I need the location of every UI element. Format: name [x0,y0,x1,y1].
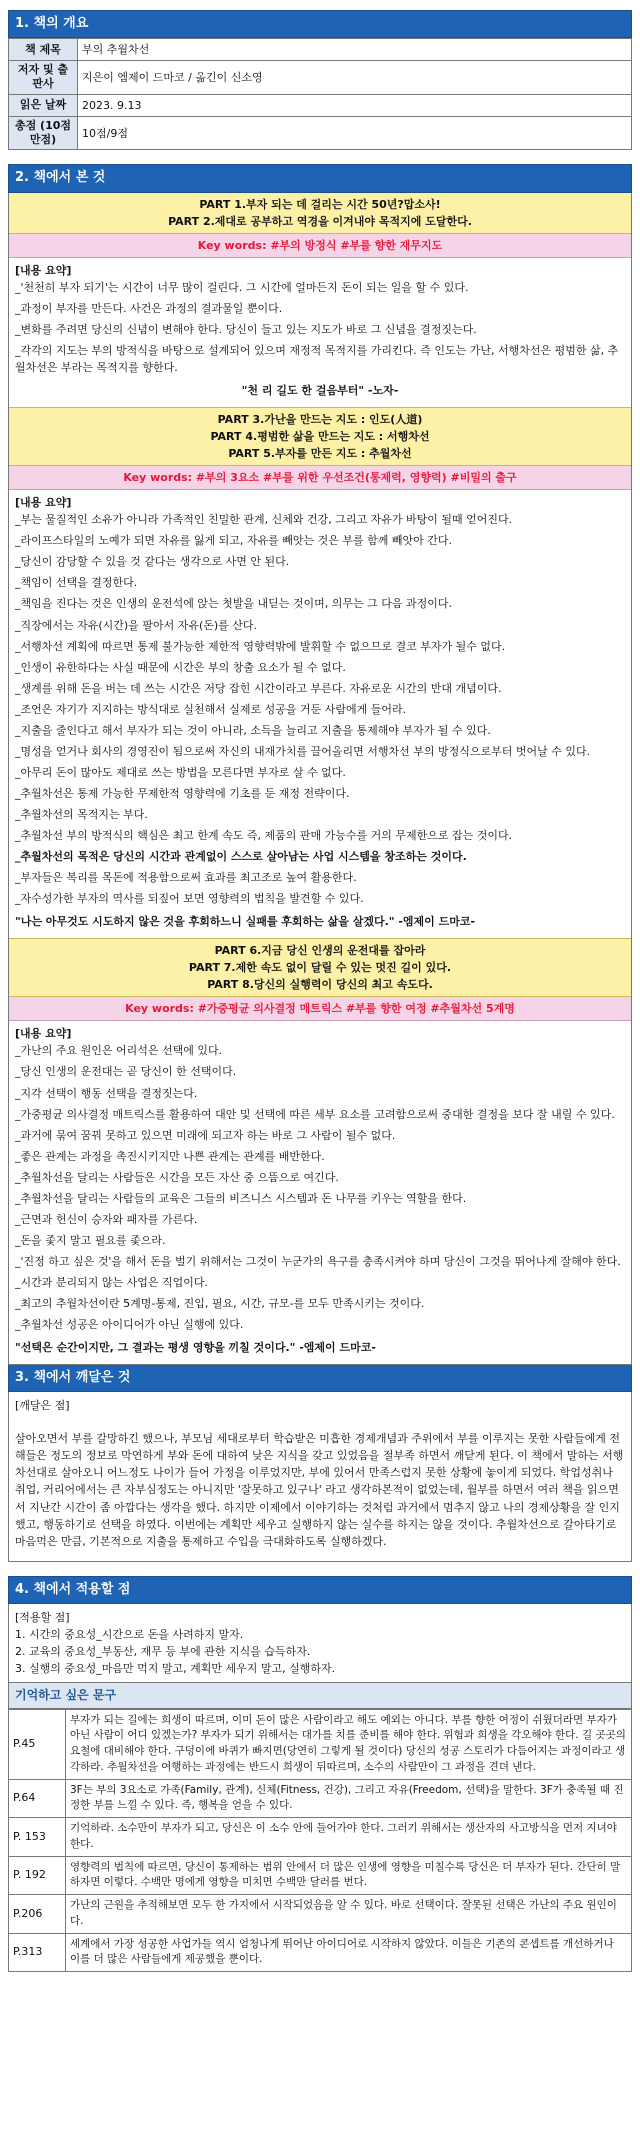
quote-text: 세계에서 가장 성공한 사업가들 역시 엄청나게 뛰어난 아이디어로 시작하지 않았다. 이들은 기존의 콘셉트를 개선하거나 이를 더 많은 사람들에게 제공했을 뿐이다. [66,1933,632,1972]
part-title: PART 6.지금 당신 인생의 운전대를 잡아라 [214,944,426,958]
apply-label: [적용할 점] [15,1610,70,1624]
summary-line: _시간과 분리되지 않는 사업은 직업이다. [15,1275,208,1289]
summary-line: _변화를 주려면 당신의 신념이 변해야 한다. 당신이 들고 있는 지도가 바로 그 신념을 결정짓는다. [15,322,477,336]
summary-line: _책임이 선택을 결정한다. [15,576,138,590]
section-3-body [8,1392,632,1561]
quote-page: P. 192 [9,1856,66,1895]
apply-item: 1. 시간의 중요성_시간으로 돈을 사려하지 말자. [15,1627,244,1641]
quotes-table [8,1709,632,1973]
summary-line: _'진정 하고 싶은 것'을 해서 돈을 벌기 위해서는 그것이 누군가의 욕구를 충족시켜야 하며 당신이 그것을 뛰어나게 잘해야 한다. [15,1254,621,1268]
quote: "선택은 순간이지만, 그 결과는 평생 영향을 끼칠 것이다." -엠제이 드마코- [15,1341,376,1355]
summary-line: _직장에서는 자유(시간)을 팔아서 자유(돈)를 산다. [15,618,258,632]
quote-page: P.64 [9,1779,66,1818]
keywords [9,234,631,258]
summary-line: _최고의 추월차선이란 5계명-통제, 진입, 필요, 시간, 규모-를 모두 만족시키는 것이다. [15,1297,425,1310]
summary-title: [내용 요약] [15,1027,72,1041]
keywords-value: #부의 방정식 #부를 향한 재무지도 [270,238,443,252]
section-1-title: 1. 책의 개요 [8,10,632,38]
summary-line: _추월차선을 달리는 사람들은 시간을 모든 자산 중 으뜸으로 여긴다. [15,1170,339,1184]
quote-row [9,1818,632,1857]
summary-line: _'천천히 부자 되기'는 시간이 너무 많이 걸린다. 그 시간에 얼마든지 돈이 되는 일을 할 수 있다. [15,280,469,294]
keywords-value: #가중평균 의사결정 매트릭스 #부를 향한 여정 #추월차선 5계명 [197,1002,515,1016]
overview-table [8,38,632,150]
quotes-title: 기억하고 싶은 문구 [8,1683,632,1709]
part-title: PART 3.가난을 만드는 지도 : 인도(人道) [217,413,423,427]
summary-line: _부자들은 복리를 목돈에 적용함으로써 효과를 최고조로 높여 활용한다. [15,871,357,885]
summary-line: _명성을 얻거나 회사의 경영진이 됨으로써 자신의 내재가치를 끌어올리면 서행차선 부의 방정식으로부터 벗어날 수 있다. [15,744,591,758]
row-label: 책 제목 [9,39,78,61]
part-title: PART 7.제한 속도 없이 달릴 수 있는 멋진 길이 있다. [188,961,452,975]
row-value: 10점/9점 [78,116,632,150]
overview-row [9,39,632,61]
summary-line: _부는 물질적인 소유가 아니라 가족적인 친밀한 관계, 신체와 건강, 그리고 자유가 바탕이 될때 얻어진다. [15,513,513,527]
quote: "나는 아무것도 시도하지 않은 것을 후회하느니 실패를 후회하는 삶을 살겠다." -엠제이 드마코- [15,915,476,929]
quote-page: P. 153 [9,1818,66,1857]
part-header [9,407,631,466]
part-title: PART 2.제대로 공부하고 역경을 이겨내야 목적지에 도달한다. [168,214,472,228]
keywords [9,997,631,1021]
quote-row [9,1933,632,1972]
keywords-value: #부의 3요소 #부를 위한 우선조건(통제력, 영향력) #비밀의 출구 [195,471,517,485]
summary-title: [내용 요약] [15,496,72,510]
part-title: PART 4.평범한 삶을 만드는 지도 : 서행차선 [210,430,430,444]
row-label: 저자 및 출판사 [9,61,78,95]
row-label: 읽은 날짜 [9,94,78,116]
apply-item: 2. 교육의 중요성_부동산, 재무 등 부에 관한 지식을 습득하자. [15,1644,311,1658]
quote-page: P.313 [9,1933,66,1972]
keywords-label: Key words: [123,471,196,485]
row-value: 부의 추월차선 [78,39,632,61]
section-4-title: 4. 책에서 적용할 점 [8,1576,632,1604]
section-4-body [8,1604,632,1683]
summary-line: _돈을 좇지 말고 필요를 좇으라. [15,1233,166,1247]
quote-text: 부자가 되는 길에는 희생이 따르며, 이미 돈이 많은 사람이라고 해도 예외는 아니다. 부를 향한 여정이 쉬웠더라면 부자가 아닌 사람이 어디 있겠는가? 부자가 되기 위해서는 대가를 치를 준비를 해야 한다. 위험과 희생을 각오해야 한다. 길 곳곳의 요철에 대비해야 한다. 구덩이에 바퀴가 빠지면(당연히 그렇게 될 것이다) 당신의 성공 스토리가 다듬어지는 과정이라고 생각하라. 추월차선을 여행하는 과정에는 반드시 희생이 뒤따르며, 소수의 사람만이 그 과정을 견뎌 낸다. [66,1709,632,1779]
overview-row [9,94,632,116]
realization-label: [깨달은 점] [15,1399,70,1413]
overview-row [9,116,632,150]
part-title: PART 8.당신의 실행력이 당신의 최고 속도다. [207,978,433,992]
summary-line-bold: _추월차선의 목적은 당신의 시간과 관계없이 스스로 살아남는 사업 시스템을 창조하는 것이다. [15,850,467,864]
quote-row [9,1895,632,1934]
quote-row [9,1779,632,1818]
part-title: PART 1.부자 되는 데 걸리는 시간 50년?맙소사! [199,197,441,211]
summary-line: _추월차선을 달리는 사람들의 교육은 그들의 비즈니스 시스템과 돈 나무를 키우는 역할을 한다. [15,1191,467,1205]
summary-line: _생계를 위해 돈을 버는 데 쓰는 시간은 저당 잡힌 시간이라고 부른다. 자유로운 시간의 반대 개념이다. [15,681,502,695]
summary-line: _가난의 주요 원인은 어리석은 선택에 있다. [15,1044,223,1058]
summary-line: _아무리 돈이 많아도 제대로 쓰는 방법을 모른다면 부자로 살 수 없다. [15,765,346,779]
row-label: 총점 (10점 만점) [9,116,78,150]
book-report [8,0,632,1972]
overview-row [9,61,632,95]
summary-line: _각각의 지도는 부의 방적식을 바탕으로 설계되어 있으며 재정적 목적지를 가리킨다. 즉 인도는 가난, 서행차선은 평범한 삶, 추월차선은 부라는 목적지를 향한다. [15,343,619,374]
row-value: 2023. 9.13 [78,94,632,116]
part-header [9,938,631,997]
summary-line: _조언은 자기가 지지하는 방식대로 실천해서 실제로 성공을 거둔 사람에게 들어라. [15,702,407,716]
section-2-title: 2. 책에서 본 것 [8,164,632,192]
quote-text: 3F는 부의 3요소로 가족(Family, 관계), 신체(Fitness, 건강), 그리고 자유(Freedom, 선택)을 말한다. 3F가 충족될 때 진정한 부를 느낄 수 있다. 즉, 행복을 얻을 수 있다. [66,1779,632,1818]
summary-line: _당신 인생의 운전대는 곧 당신이 한 선택이다. [15,1065,237,1079]
realization-text: 살아오면서 부를 갈망하긴 했으나, 부모님 세대로부터 학습받은 미흡한 경제개념과 주위에서 부를 이루지는 못한 사람들에게 전해들은 정도의 정보로 막연하게 부와 돈에 대하여 낮은 지식을 갖고 있었음을 절부족 하면서 깨닫게 된다. 이 책에서 말하는 서행차선대로 살아오니 어느정도 나이가 들어 가정을 이루었지만, 부에 있어서 만족스럽지 못한 상황에 놓이게 되었다. 학업성취나 취업, 커리어에서는 큰 자부심정도는 아니지만 '잘못하고 있구나' 라고 생각하본적이 없었는데, 월부를 하면서 여러 책을 읽으면서 지난간 시간이 좀 아깝다는 생각을 했다. 하지만 이제에서 이야기하는 것처럼 과거에서 멈추지 않고 나의 경제상황을 잘 인지했고, 행동하기로 선택을 하였다. 이번에는 계획만 세우고 실행하지 않는 실수를 하지는 않을 것이다. 추월차선으로 갈아타기로 마음먹은 만큼, 기본적으로 지출을 통제하고 수입을 극대화하도록 실행하겠다. [15,1432,624,1548]
part-title: PART 5.부자를 만든 지도 : 추월차선 [228,447,412,461]
part-header [9,193,631,234]
section-2-body [8,193,632,1366]
keywords-label: Key words: [125,1002,198,1016]
summary-line: _지각 선택이 행동 선택을 결정짓는다. [15,1086,198,1100]
summary [9,490,631,938]
summary-line: _추월차선 성공은 아이디어가 아닌 실행에 있다. [15,1318,244,1332]
summary-line: _당신이 감당할 수 있을 것 같다는 생각으로 사면 안 된다. [15,555,290,569]
section-3-title: 3. 책에서 깨달은 것 [8,1365,632,1392]
summary [9,258,631,407]
quote-text: 기억하라. 소수만이 부자가 되고, 당신은 이 소수 안에 들어가야 한다. 그러기 위해서는 생산자의 사고방식을 먼저 지녀야 한다. [66,1818,632,1857]
summary-line: _라이프스타일의 노예가 되면 자유를 잃게 되고, 자유를 빼앗는 것은 부를 함께 빼앗아 간다. [15,534,452,548]
summary-line: _추월차선의 목적지는 부다. [15,807,148,821]
summary-line: _과정이 부자를 만든다. 사건은 과정의 결과물일 뿐이다. [15,301,283,315]
quote-text: 가난의 근원을 추적해보면 모두 한 가지에서 시작되었음을 알 수 있다. 바로 선택이다. 잘못된 선택은 가난의 주요 원인이다. [66,1895,632,1934]
summary-line: _가중평균 의사결정 매트릭스를 활용하여 대안 및 선택에 따른 세부 요소를 고려함으로써 중대한 결정을 보다 잘 내릴 수 있다. [15,1107,615,1121]
apply-item: 3. 실행의 중요성_마음만 먹지 말고, 계획만 세우지 말고, 실행하자. [15,1661,336,1675]
summary-line: _인생이 유한하다는 사실 때문에 시간은 부의 창출 요소가 될 수 없다. [15,660,346,674]
summary-line: _추월차선 부의 방적식의 핵심은 최고 한계 속도 즉, 제품의 판매 가능수를 거의 무제한으로 잡는 것이다. [15,828,513,842]
keywords [9,466,631,490]
quote: "천 리 길도 한 걸음부터" -노자- [241,383,399,397]
summary-line: _책임을 진다는 것은 인생의 운전석에 앉는 첫발을 내딛는 것이며, 의무는 그 다음 과정이다. [15,597,452,611]
summary-line: _서행차선 계획에 따르면 통제 불가능한 제한적 영향력밖에 발휘할 수 없으므로 결코 부자가 될수 없다. [15,639,506,653]
summary-line: _추월차선은 통제 가능한 무제한적 영향력에 기초를 둔 재정 전략이다. [15,786,350,800]
quote-page: P.206 [9,1895,66,1934]
quote-row [9,1856,632,1895]
summary-line: _좋은 관계는 과정을 촉진시키지만 나쁜 관계는 관계를 배반한다. [15,1149,325,1163]
summary-line: _근면과 헌신이 승자와 패자를 가른다. [15,1212,198,1226]
quote-text: 영향력의 법칙에 따르면, 당신이 통제하는 범위 안에서 더 많은 인생에 영향을 미칠수록 당신은 더 부자가 된다. 간단히 말하자면 이렇다. 수백만 명에게 영향을 미치면 수백만 달러를 번다. [66,1856,632,1895]
quote-page: P.45 [9,1709,66,1779]
row-value: 지은이 엠제이 드마코 / 옮긴이 신소영 [78,61,632,95]
summary-line: _지출을 줄인다고 해서 부자가 되는 것이 아니라, 소득을 늘리고 지출을 통제해야 부자가 될 수 있다. [15,723,491,737]
summary-line: _과거에 묶여 꿈꿔 못하고 있으면 미래에 되고자 하는 바로 그 사람이 될수 없다. [15,1128,396,1142]
summary-line: _자수성가한 부자의 역사를 되짚어 보면 영향력의 법칙을 발견할 수 있다. [15,892,364,906]
keywords-label: Key words: [197,238,271,252]
quote-row [9,1709,632,1779]
summary-title: [내용 요약] [15,263,72,277]
summary [9,1021,631,1364]
